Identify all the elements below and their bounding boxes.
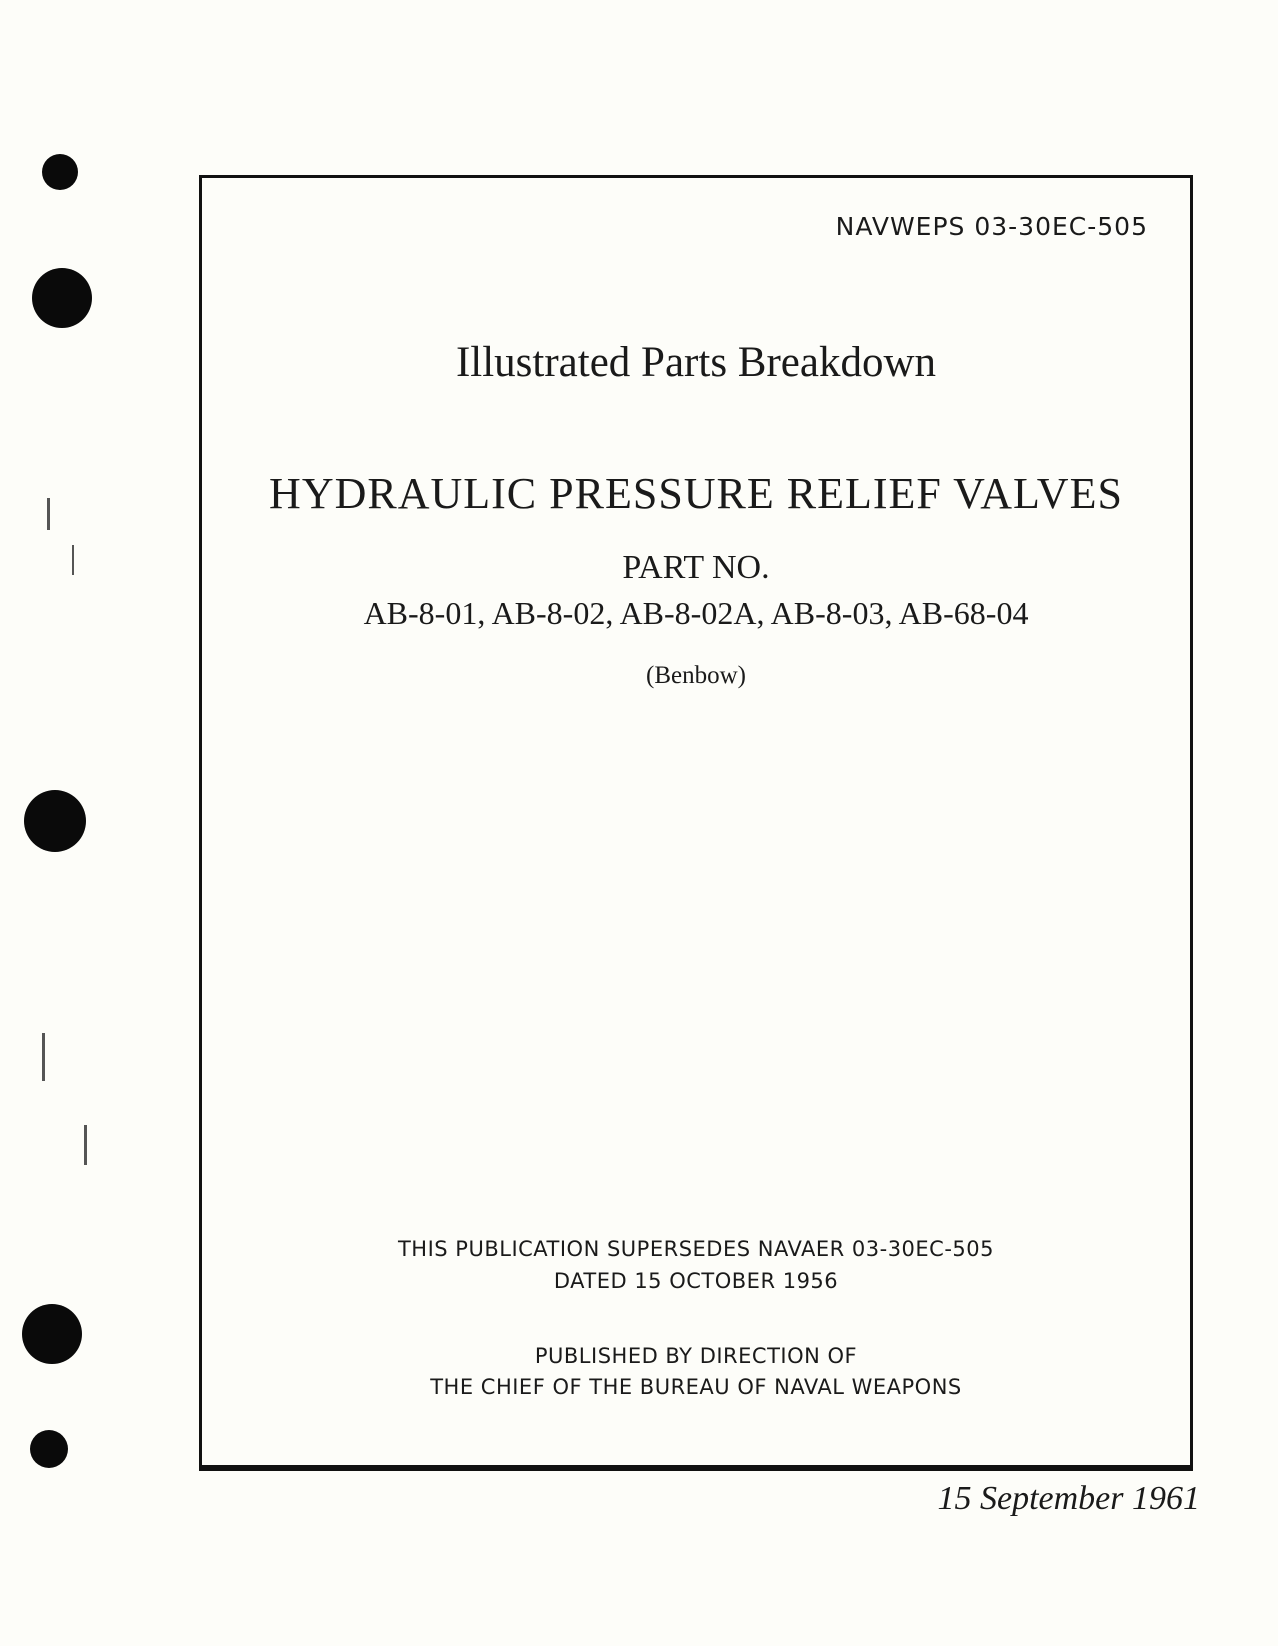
binder-hole-2 [32,268,92,328]
binder-hole-1 [42,154,78,190]
published-line-1: PUBLISHED BY DIRECTION OF [534,1344,858,1368]
manufacturer: (Benbow) [646,662,746,689]
supersedes-line-2: DATED 15 OCTOBER 1956 [553,1269,839,1293]
title-frame [199,175,1193,1471]
scan-speck [42,1033,45,1081]
binder-hole-4 [22,1304,82,1364]
publication-number: NAVWEPS 03-30EC-505 [835,212,1148,241]
published-line-2: THE CHIEF OF THE BUREAU OF NAVAL WEAPONS [430,1375,962,1399]
binder-hole-5 [30,1430,68,1468]
publication-date: 15 September 1961 [937,1480,1200,1517]
scan-speck [72,545,74,575]
document-heading: Illustrated Parts Breakdown [455,339,937,386]
scan-speck [47,498,50,530]
document-title: HYDRAULIC PRESSURE RELIEF VALVES [269,469,1123,518]
binder-hole-3 [24,790,86,852]
supersedes-line-1: THIS PUBLICATION SUPERSEDES NAVAER 03-30EC-505 [397,1237,995,1261]
published-by-notice [202,1341,1190,1403]
part-number-label: PART NO. [622,549,770,586]
supersedes-notice [202,1233,1190,1297]
part-numbers: AB-8-01, AB-8-02, AB-8-02A, AB-8-03, AB-68-04 [363,595,1029,631]
scan-speck [84,1125,87,1165]
